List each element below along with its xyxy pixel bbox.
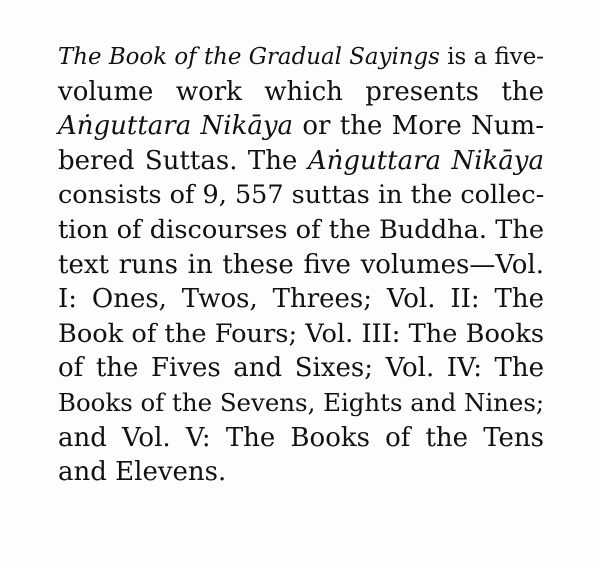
text-line: [58, 317, 544, 352]
line-text: or the More Num-: [293, 111, 544, 142]
line-text: is a five-: [439, 44, 544, 70]
line-text: I: Ones, Twos, Threes; Vol. II: The: [58, 284, 544, 315]
text-line: [58, 213, 544, 248]
text-line: [58, 40, 544, 75]
anguttara-nikaya-term: Aṅguttara Nikāya: [58, 111, 294, 142]
anguttara-nikaya-term: Aṅguttara Nikāya: [307, 145, 544, 176]
book-description-paragraph: [58, 40, 544, 490]
text-line: [58, 178, 544, 213]
text-line: [58, 75, 544, 110]
text-line: [58, 386, 544, 421]
text-line-last: [58, 455, 544, 490]
line-text: volume work which presents the: [58, 76, 544, 107]
book-title: The Book of the Gradual Sayings: [58, 44, 440, 70]
line-text: of the Fives and Sixes; Vol. IV: The: [58, 353, 544, 384]
line-text: bered Suttas. The: [58, 145, 308, 176]
text-line: [58, 248, 544, 283]
text-line: [58, 109, 544, 144]
line-text: and Vol. V: The Books of the Tens: [58, 422, 544, 453]
text-line: [58, 421, 544, 456]
line-text: tion of discourses of the Buddha. The: [58, 214, 544, 245]
line-text: consists of 9, 557 suttas in the collec-: [58, 180, 545, 211]
text-line: [58, 282, 544, 317]
line-text: Books of the Sevens, Eights and Nines;: [58, 387, 545, 417]
line-text: and Elevens.: [58, 457, 227, 488]
line-text: Book of the Fours; Vol. III: The Books: [58, 318, 544, 349]
line-text: text runs in these five volumes—Vol.: [58, 249, 544, 280]
text-line: [58, 144, 544, 179]
text-line: [58, 351, 544, 386]
